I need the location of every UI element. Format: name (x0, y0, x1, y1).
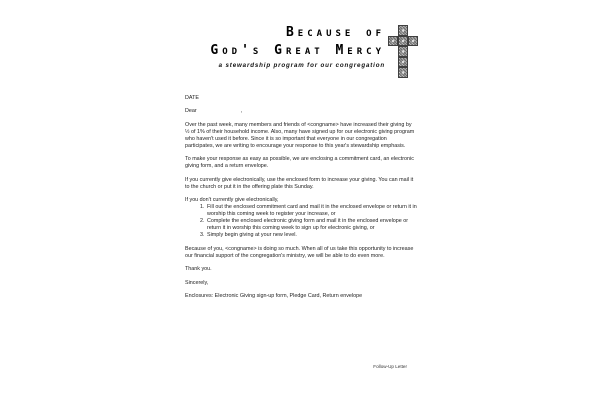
cross-cell (398, 46, 408, 57)
list-item: 3. Simply begin giving at your new level. (206, 232, 417, 239)
cross-cell (398, 36, 408, 47)
signoff-line: Sincerely, (185, 279, 209, 286)
paragraph-giving-increase: Over the past week, many members and friends of <congname> have increased their giving by ½ of 1% of their household income. Also, many have signed up for our electronic giving program who haven't used it before. Since it is so important that everyone in our congregation participates, we are writing to encourage your response to this year's stewardship emphasis. (185, 121, 415, 149)
salutation-line (185, 108, 417, 115)
list-item: 1. Fill out the enclosed commitment card and mail it in the enclosed envelope or return it in worship this coming week to register your increase, or (206, 204, 417, 218)
salutation-comma: , (240, 108, 243, 114)
list-intro: If you don't currently give electronically, (185, 197, 279, 203)
paragraph-enclosures-intro: To make your response as easy as possible, we are enclosing a commitment card, an electronic giving form, and a return envelope. (185, 156, 414, 169)
letter-body (185, 88, 417, 300)
footer-label: Follow-Up Letter (373, 364, 407, 369)
cross-cell (408, 36, 418, 47)
paragraph-closing: Because of you, <congname> is doing so much. When all of us take this opportunity to increase our financial support of the congregation's ministry, we will be able to do even more. (185, 245, 414, 259)
thank-you-line: Thank you. (185, 266, 212, 272)
salutation-word: Dear (185, 108, 197, 114)
paragraph-electronic-givers: If you currently give electronically, use the enclosed form to increase your giving. You can mail it to the church or put it in the offering plate this Sunday. (185, 176, 414, 190)
program-title-line1: Because of (285, 25, 385, 40)
program-subtitle: a stewardship program for our congregation (218, 62, 385, 69)
cross-cell (398, 67, 408, 78)
letterhead (210, 24, 385, 69)
cross-cell (398, 25, 408, 36)
date-placeholder: DATE (185, 94, 199, 101)
program-title-line2: God's Great Mercy (210, 43, 385, 58)
cross-cell (398, 57, 408, 68)
list-item: 2. Complete the enclosed electronic giving form and mail it in the enclosed envelope or return it in worship this coming week to sign up for electronic giving, or (206, 218, 417, 232)
response-options-list (185, 204, 417, 239)
enclosures-line: Enclosures: Electronic Giving sign-up form, Pledge Card, Return envelope (185, 293, 363, 299)
checkered-cross-icon (388, 25, 418, 78)
cross-cell (388, 36, 398, 47)
